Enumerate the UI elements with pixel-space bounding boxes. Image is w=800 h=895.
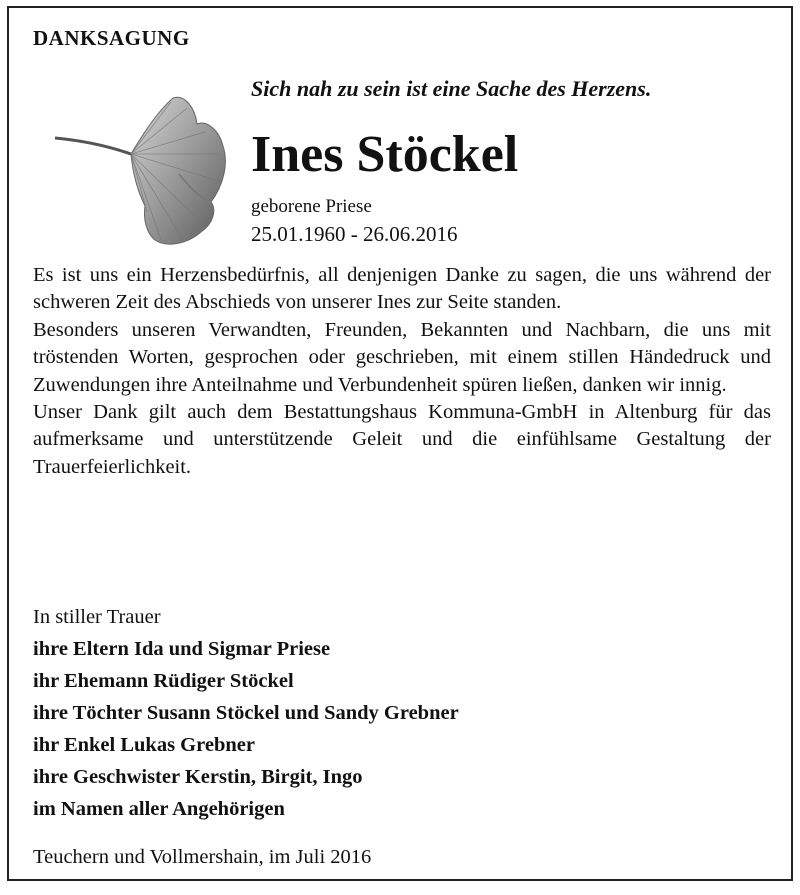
thanks-paragraph: Unser Dank gilt auch dem Bestattungshaus Kommuna-GmbH in Altenburg für das aufmerksame und unterstützende Geleit und die einfühlsame Gestaltung der Trauerfeierlichkeit.	[33, 401, 771, 478]
signers-block	[33, 601, 459, 825]
life-dates: 25.01.1960 - 26.06.2016	[251, 222, 458, 246]
deceased-name: Ines Stöckel	[251, 126, 519, 183]
place-date: Teuchern und Vollmershain, im Juli 2016	[33, 846, 372, 868]
notice-heading: DANKSAGUNG	[33, 26, 190, 50]
mourning-intro: In stiller Trauer	[33, 606, 161, 628]
thanks-paragraph: Besonders unseren Verwandten, Freunden, Bekannten und Nachbarn, die uns mit tröstenden Worten, gesprochen oder geschrieben, mit einem stillen Händedruck und Zuwendungen ihre Anteilnahme und Verbundenheit spüren ließen, danken wir innig.	[33, 318, 771, 396]
thanks-paragraph: Es ist uns ein Herzensbedürfnis, all denjenigen Danke zu sagen, die uns während der schweren Zeit des Abschieds von unserer Ines zur Seite standen.	[33, 264, 771, 314]
signer-line: ihre Eltern Ida und Sigmar Priese	[33, 638, 331, 660]
signer-line: ihre Geschwister Kerstin, Birgit, Ingo	[33, 766, 363, 788]
ginkgo-leaf-icon	[47, 84, 237, 254]
obituary-notice	[7, 6, 793, 881]
signer-line: ihr Ehemann Rüdiger Stöckel	[33, 670, 294, 692]
signer-line: ihr Enkel Lukas Grebner	[33, 734, 255, 756]
thanks-text	[33, 262, 771, 481]
signer-line: im Namen aller Angehörigen	[33, 798, 285, 820]
maiden-name: geborene Priese	[251, 196, 372, 217]
signer-line: ihre Töchter Susann Stöckel und Sandy Grebner	[33, 702, 459, 724]
notice-motto: Sich nah zu sein ist eine Sache des Herzens.	[251, 76, 652, 101]
